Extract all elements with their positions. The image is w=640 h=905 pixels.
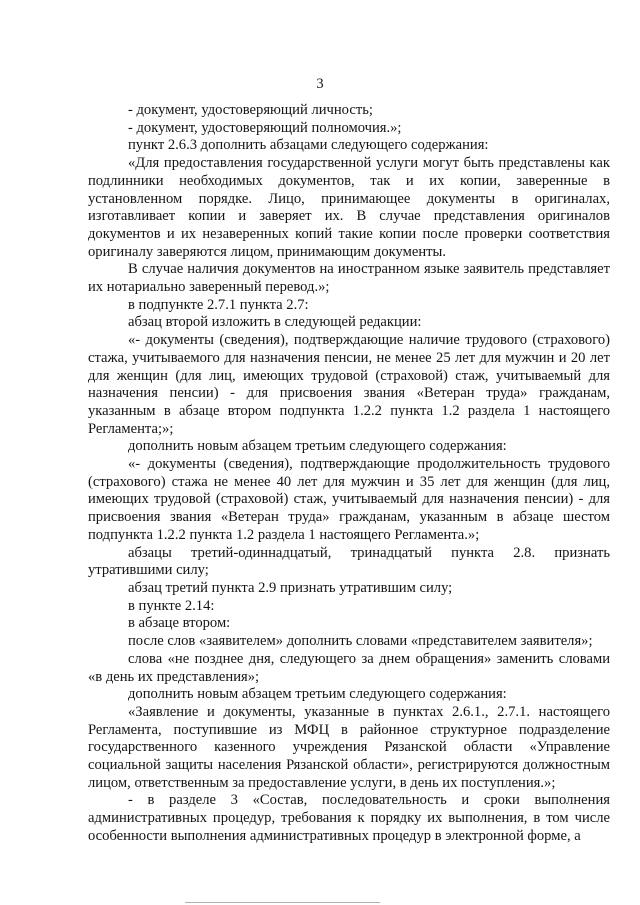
paragraph: абзацы третий-одиннадцатый, тринадцатый пункта 2.8. признать утратившими силу; [88, 544, 610, 579]
paragraph: «- документы (сведения), подтверждающие наличие трудового (страхового) стажа, учитываемого для назначения пенсии, не менее 25 лет для мужчин и 20 лет для женщин (для лиц, имеющих трудовой (страховой) стаж, учитываемый для назначения пенсии) - для присвоения звания «Ветеран труда» гражданам, указанным в абзаце втором подпункта 1.2.2 пункта 1.2 раздела 1 настоящего Регламента;»; [88, 332, 610, 437]
paragraph: «- документы (сведения), подтверждающие продолжительность трудового (страхового) стажа не менее 40 лет для мужчин и 35 лет для женщин (для лиц, имеющих трудовой (страховой) стаж, учитываемый для назначения пенсии) - для присвоения звания «Ветеран труда» гражданам, указанным в абзаце шестом подпункта 1.2.2 пункта 1.2 раздела 1 настоящего Регламента.»; [88, 456, 610, 543]
paragraph: слова «не позднее дня, следующего за днем обращения» заменить словами «в день их представления»; [88, 650, 610, 685]
page-number: 3 [316, 76, 324, 92]
paragraph: в абзаце втором: [128, 615, 231, 632]
paragraph: В случае наличия документов на иностранном языке заявитель представляет их нотариально заверенный перевод.»; [88, 261, 610, 296]
paragraph: пункт 2.6.3 дополнить абзацами следующего содержания: [128, 137, 489, 154]
paragraph: после слов «заявителем» дополнить словами «представителем заявителя»; [128, 633, 593, 650]
scan-edge-line [185, 902, 380, 903]
paragraph: «Для предоставления государственной услуги могут быть представлены как подлинники необходимых документов, так и их копии, заверенные в установленном порядке. Лицо, принимающее документы в оригиналах, изготавливает копии и заверяет их. В случае представления оригиналов документов и их незаверенных копий такие копии после проверки соответствия оригиналу заверяются лицом, принимающим документы. [88, 155, 610, 260]
paragraph: в пункте 2.14: [128, 597, 215, 614]
document-body [88, 102, 610, 846]
paragraph: - в разделе 3 «Состав, последовательность и сроки выполнения административных процедур, требования к порядку их выполнения, в том числе особенности выполнения административных процедур в электронной форме, а [88, 792, 610, 844]
paragraph: дополнить новым абзацем третьим следующего содержания: [128, 438, 507, 455]
paragraph: - документ, удостоверяющий полномочия.»; [128, 119, 402, 136]
paragraph: абзац третий пункта 2.9 признать утратившим силу; [128, 579, 453, 596]
paragraph: в подпункте 2.7.1 пункта 2.7: [128, 296, 309, 313]
paragraph: «Заявление и документы, указанные в пунктах 2.6.1., 2.7.1. настоящего Регламента, поступившие из МФЦ в районное структурное подразделение государственного казенного учреждения Рязанской области «Управление социальной защиты населения Рязанской области», регистрируются должностным лицом, ответственным за предоставление услуги, в день их поступления.»; [88, 703, 610, 791]
paragraph: абзац второй изложить в следующей редакции: [128, 314, 422, 331]
paragraph: дополнить новым абзацем третьим следующего содержания: [128, 686, 507, 703]
paragraph: - документ, удостоверяющий личность; [128, 102, 373, 118]
